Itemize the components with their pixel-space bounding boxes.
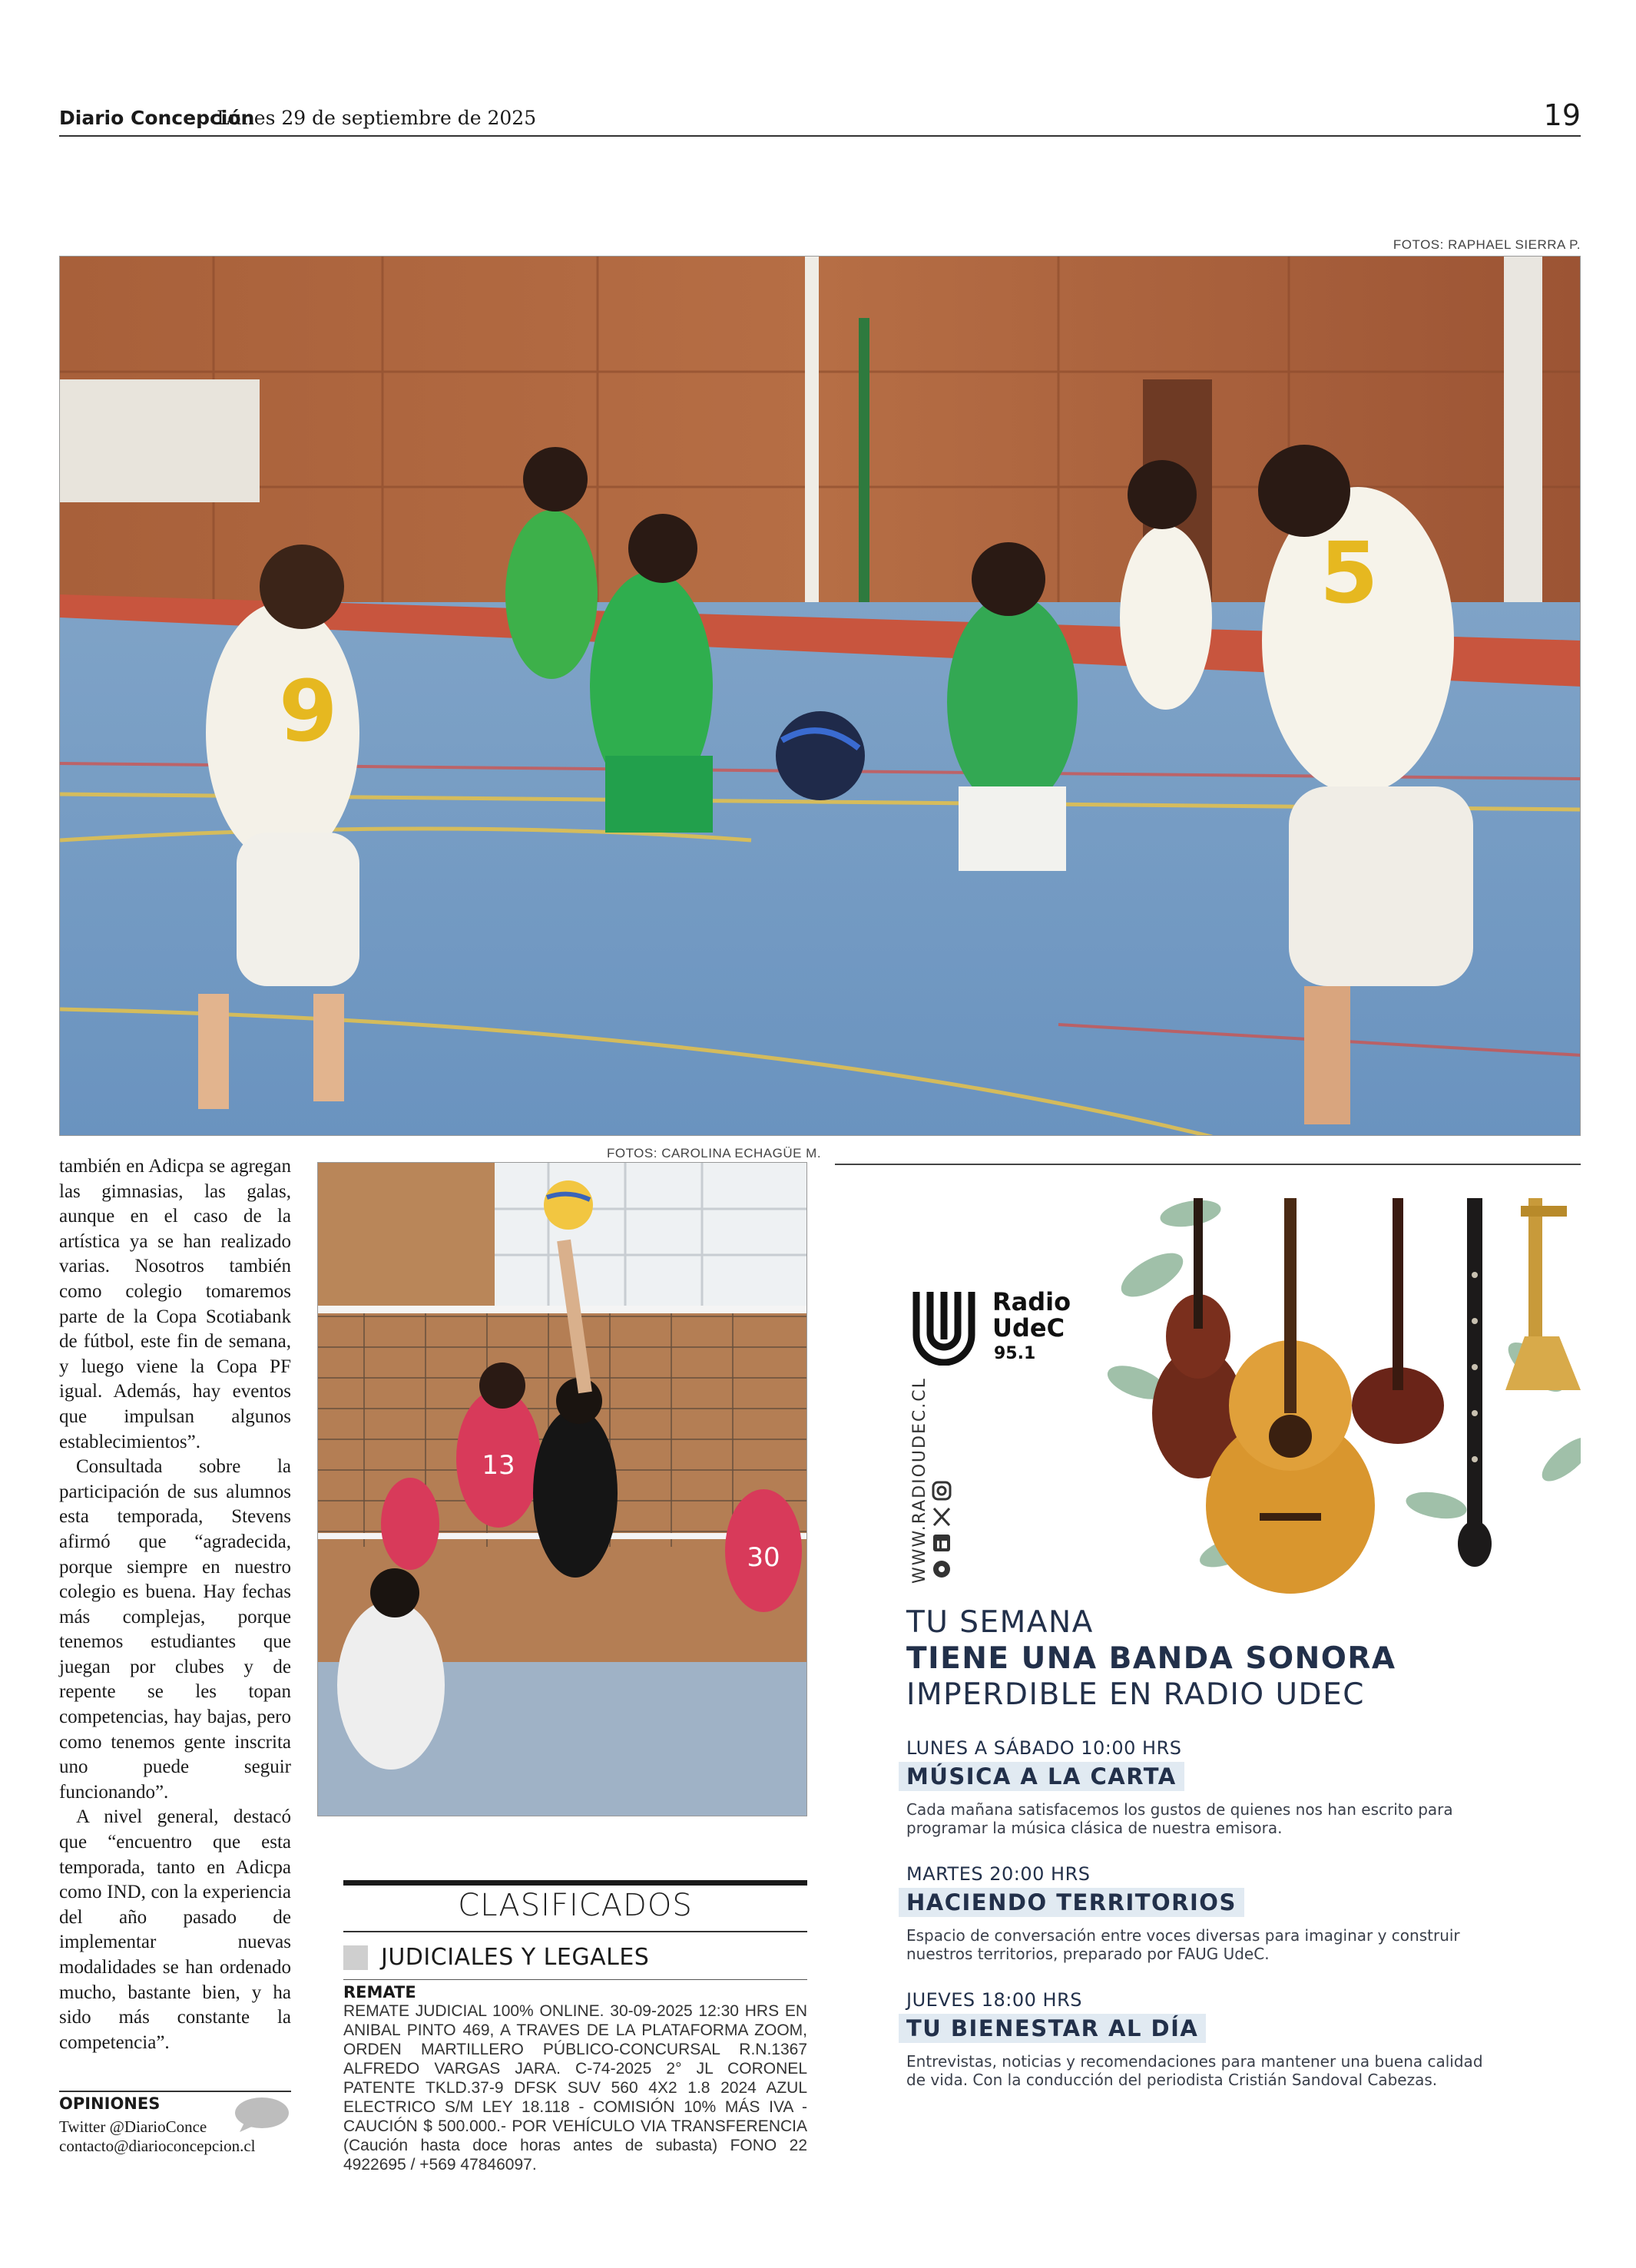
- main-photo-credit: FOTOS: RAPHAEL SIERRA P.: [1393, 237, 1581, 252]
- issue-date: Lunes 29 de septiembre de 2025: [217, 107, 537, 129]
- opinions-rule: [59, 2091, 291, 2092]
- classified-entry-text: REMATE JUDICIAL 100% ONLINE. 30-09-2025 12:30 HRS EN ANIBAL PINTO 469, A TRAVES DE LA PLATAFORMA ZOOM, ORDEN MARTILLERO PÚBLICO-CONCURSAL R.N.1367 ALFREDO VARGAS JARA. C-74-2025 2° JL CORONEL PATENTE TKLD.37-9 DFSK SUV 560 4X2 1.8 2024 AZUL ELECTRICO S/M LEY 18.118 - COMISIÓN 10% MÁS IVA - CAUCIÓN $ 500.000.- POR VEHÍCULO VIA TRANSFERENCIA (Caución hasta doce horas antes de subasta) FONO 22 4922695 / +569 47846097.: [343, 2002, 807, 2174]
- page-number: 19: [1543, 98, 1581, 132]
- article-paragraph: A nivel general, destacó que “encuentro que esta temporada, tanto en Adicpa como IND, con la experiencia del año pasado de implementar nuevas modalidades se han ordenado mucho, bastante bien, y ha sido más constante la competencia”.: [59, 1806, 291, 2053]
- classifieds-category: JUDICIALES Y LEGALES: [381, 1944, 650, 1971]
- publication-name: Diario Concepción: [59, 107, 255, 129]
- ad-headline-2: TIENE UNA BANDA SONORA: [906, 1641, 1396, 1676]
- header-rule: [59, 135, 1581, 137]
- classified-entry-heading: REMATE: [343, 1983, 416, 2001]
- ad-headline-1: TU SEMANA: [906, 1605, 1094, 1640]
- article-paragraph: también en Adicpa se agregan las gimnasias, las galas, aunque en el caso de la artística ya se han realizado varias. Nosotros también como colegio tomaremos parte de la Copa Scotiabank de fútbol, este fin de semana, y luego viene la Copa PF igual. Además, hay eventos que impulsan algunos establecimientos”.: [59, 1156, 291, 1452]
- instagram-icon: [933, 1482, 950, 1499]
- program-name: TU BIENESTAR AL DÍA: [899, 2014, 1206, 2043]
- jersey-number: 5: [1320, 524, 1379, 622]
- category-square-icon: [343, 1945, 368, 1970]
- volleyball-scene: [318, 1163, 807, 1816]
- linkedin-icon: [933, 1535, 950, 1551]
- program-name: MÚSICA A LA CARTA: [899, 1762, 1184, 1791]
- ad-headline-3: IMPERDIBLE EN RADIO UDEC: [906, 1677, 1365, 1712]
- jersey-number: 13: [482, 1450, 515, 1481]
- radio-udec-logo-icon: [912, 1289, 976, 1369]
- radio-frequency: 95.1: [994, 1344, 1036, 1363]
- program-schedule: LUNES A SÁBADO 10:00 HRS: [906, 1737, 1182, 1759]
- program-schedule: JUEVES 18:00 HRS: [906, 1989, 1083, 2011]
- social-icons: [932, 1481, 952, 1585]
- volleyball-photo-credit: FOTOS: CAROLINA ECHAGÜE M.: [607, 1146, 822, 1160]
- basketball-photo: [59, 256, 1581, 1136]
- opinions-email[interactable]: contacto@diarioconcepcion.cl: [59, 2137, 256, 2155]
- jersey-number: 9: [279, 662, 338, 760]
- classifieds-title: CLASIFICADOS: [458, 1888, 693, 1923]
- classifieds-rule: [343, 1931, 807, 1932]
- basketball-scene: [60, 257, 1581, 1136]
- volleyball-photo: [317, 1162, 807, 1816]
- program-description: Entrevistas, noticias y recomendaciones para mantener una buena calidad de vida. Con la conducción del periodista Cristián Sandoval Cabezas.: [906, 2052, 1483, 2089]
- classifieds-top-bar: [343, 1880, 807, 1886]
- jersey-number: 30: [747, 1542, 780, 1573]
- radio-logo-name: Radio UdeC: [992, 1287, 1071, 1343]
- radio-website[interactable]: WWW.RADIOUDEC.CL: [910, 1377, 929, 1584]
- article-paragraph: Consultada sobre la participación de sus alumnos esta temporada, Stevens afirmó que “agradecida, porque siempre en nuestro colegio es buena. Hay fechas más complejas, porque tenemos estudiantes que juegan por clubes y de repente se les topan competencias, hay bajas, pero como tenemos gente inscrita uno puede seguir funcionando”.: [59, 1456, 291, 1803]
- opinions-twitter[interactable]: Twitter @DiarioConce: [59, 2117, 207, 2136]
- program-description: Espacio de conversación entre voces diversas para imaginar y construir nuestros territorios, preparado por FAUG UdeC.: [906, 1926, 1460, 1963]
- music-instruments-illustration: [1106, 1183, 1581, 1598]
- x-icon: [934, 1508, 949, 1525]
- opinions-title: OPINIONES: [59, 2094, 161, 2113]
- program-name: HACIENDO TERRITORIOS: [899, 1888, 1244, 1917]
- program-description: Cada mañana satisfacemos los gustos de quienes nos han escrito para programar la música clásica de nuestra emisora.: [906, 1800, 1453, 1837]
- article-column: [59, 1154, 291, 2055]
- speech-bubble-icon: [233, 2097, 290, 2132]
- classifieds-category-rule: [343, 1979, 807, 1980]
- ad-top-rule: [835, 1164, 1581, 1165]
- program-schedule: MARTES 20:00 HRS: [906, 1863, 1091, 1885]
- threads-icon: [933, 1561, 950, 1578]
